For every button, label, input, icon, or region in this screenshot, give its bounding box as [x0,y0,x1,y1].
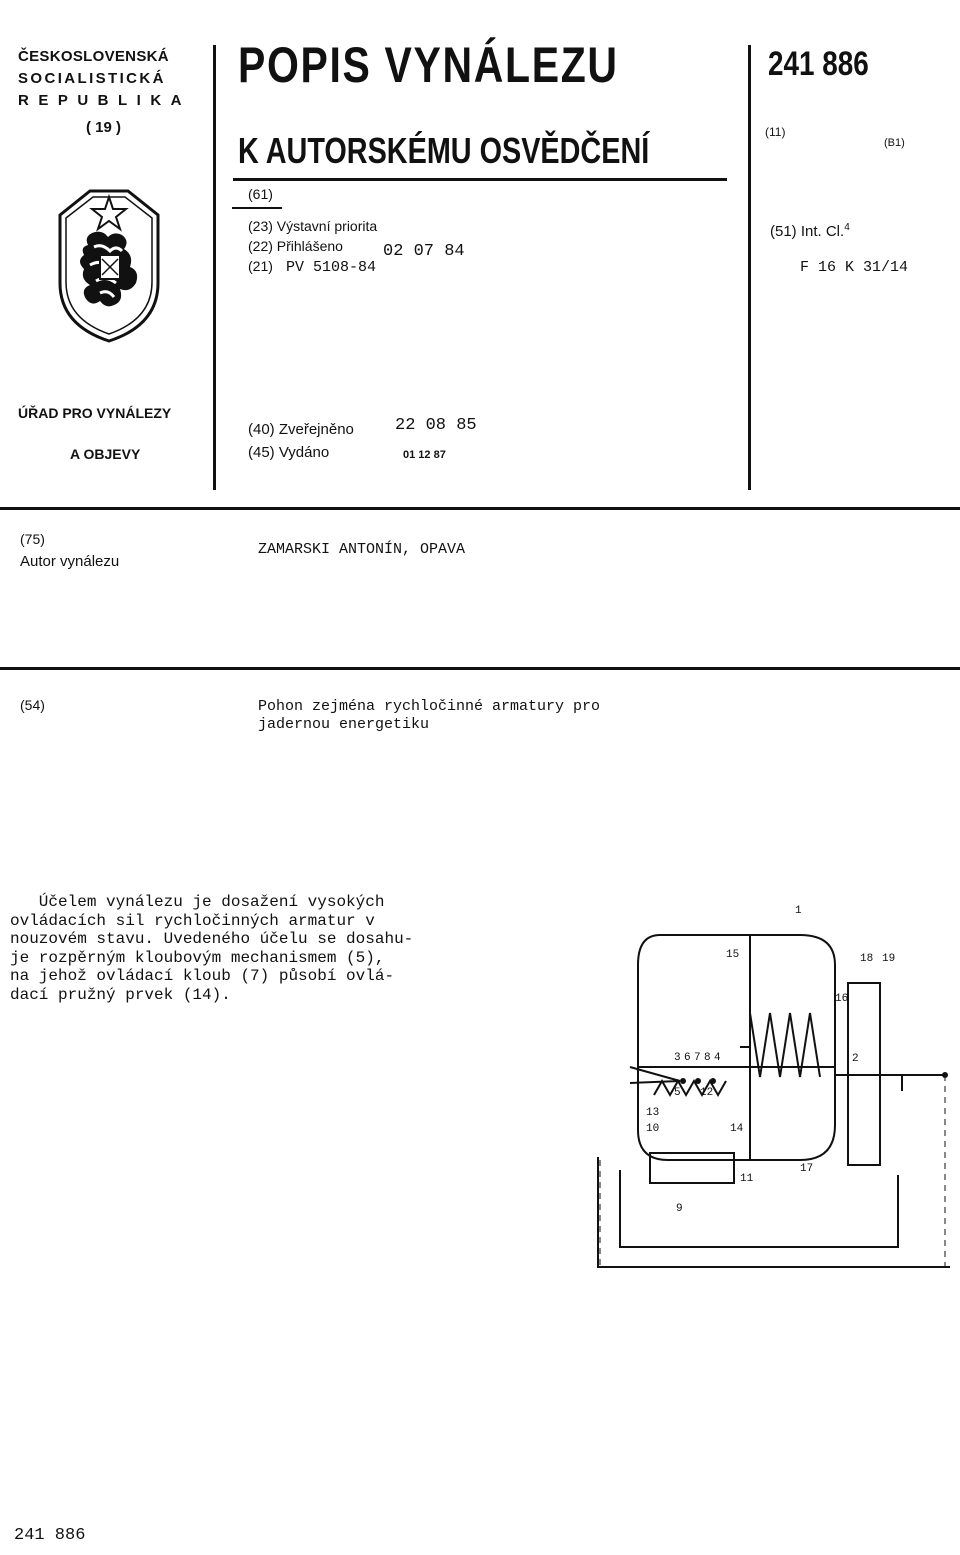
drawing-label: 5 [674,1087,681,1099]
abstract-line: nouzovém stavu. Uvedeného účelu se dosahu- [10,930,414,948]
drawing-label: 11 [740,1173,754,1185]
abstract [10,893,413,1004]
filed-date: 02 07 84 [383,242,465,261]
star-icon [92,197,126,229]
divider-right [748,45,751,490]
office-name-line2: A OBJEVY [70,446,141,462]
filed-label: (22) Přihlášeno [248,238,343,254]
drawing-label: 15 [726,949,740,961]
inventor-code: (75) [20,531,45,547]
country-name-line2: SOCIALISTICKÁ [18,70,166,87]
inventor-label: Autor vynálezu [20,553,120,570]
abstract-line: dací pružný prvek (14). [10,985,231,1004]
state-emblem [50,185,168,345]
patent-number: 241 886 [768,45,869,83]
technical-drawing [590,895,960,1215]
issued-date: 01 12 87 [403,449,446,461]
priority-label: (23) Výstavní priorita [248,218,378,234]
drawing-label: 4 [714,1052,721,1064]
int-cl-label-text: (51) Int. Cl. [770,223,845,240]
application-code: (21) [248,258,273,274]
application-number: PV 5108-84 [286,259,377,276]
title-rule [233,178,727,181]
section-rule-2 [0,667,960,670]
inventor-value: ZAMARSKI ANTONÍN, OPAVA [258,541,466,558]
drawing-label: 1 [795,905,802,917]
abstract-line: ovládacích sil rychločinných armatur v [10,911,375,930]
drawing-label: 14 [730,1123,744,1135]
abstract-line: je rozpěrným kloubovým mechanismem (5), [10,948,385,967]
country-code: ( 19 ) [86,119,122,136]
footer-number: 241 886 [14,1526,86,1545]
drawing-label: 18 [860,953,874,965]
issued-label: (45) Vydáno [248,444,330,461]
office-name-line1: ÚŘAD PRO VYNÁLEZY [18,405,172,421]
invention-title-line1: Pohon zejména rychločinné armatury pro [258,698,601,715]
drawing-label: 13 [646,1107,660,1119]
drawing-label: 7 [694,1052,701,1064]
doc-title: POPIS VYNÁLEZU [238,37,619,93]
int-cl-value: F 16 K 31/14 [800,259,909,276]
published-label: (40) Zveřejněno [248,421,354,438]
drawing-label: 16 [835,993,849,1005]
published-date: 22 08 85 [395,416,477,435]
abstract-line: na jehož ovládací kloub (7) působí ovlá- [10,967,395,985]
divider-left [213,45,216,490]
code-11: (11) [765,125,786,139]
drawing-label: 10 [646,1123,660,1135]
code-61: (61) [248,186,273,202]
country-name-line1: ČESKOSLOVENSKÁ [18,48,169,65]
drawing-label: 2 [852,1053,859,1065]
abstract-line: Účelem vynálezu je dosažení vysokých [10,893,385,911]
drawing-label: 8 [704,1052,711,1064]
drawing-label: 6 [684,1052,691,1064]
country-name-line3: REPUBLIKA [18,92,192,109]
doc-subtitle: K AUTORSKÉMU OSVĚDČENÍ [238,130,650,171]
kind-code: (B1) [884,137,905,149]
invention-title-line2: jadernou energetiku [258,716,430,733]
code-61-rule [232,207,282,209]
drawing-label: 9 [676,1203,683,1215]
drawing-label: 12 [700,1087,714,1099]
int-cl-superscript: 4 [844,222,850,233]
drawing-label: 3 [674,1052,681,1064]
int-cl-label [770,222,850,240]
section-rule-1 [0,507,960,510]
title-code: (54) [20,697,45,713]
drawing-label: 17 [800,1163,814,1175]
drawing-label: 19 [882,953,896,965]
